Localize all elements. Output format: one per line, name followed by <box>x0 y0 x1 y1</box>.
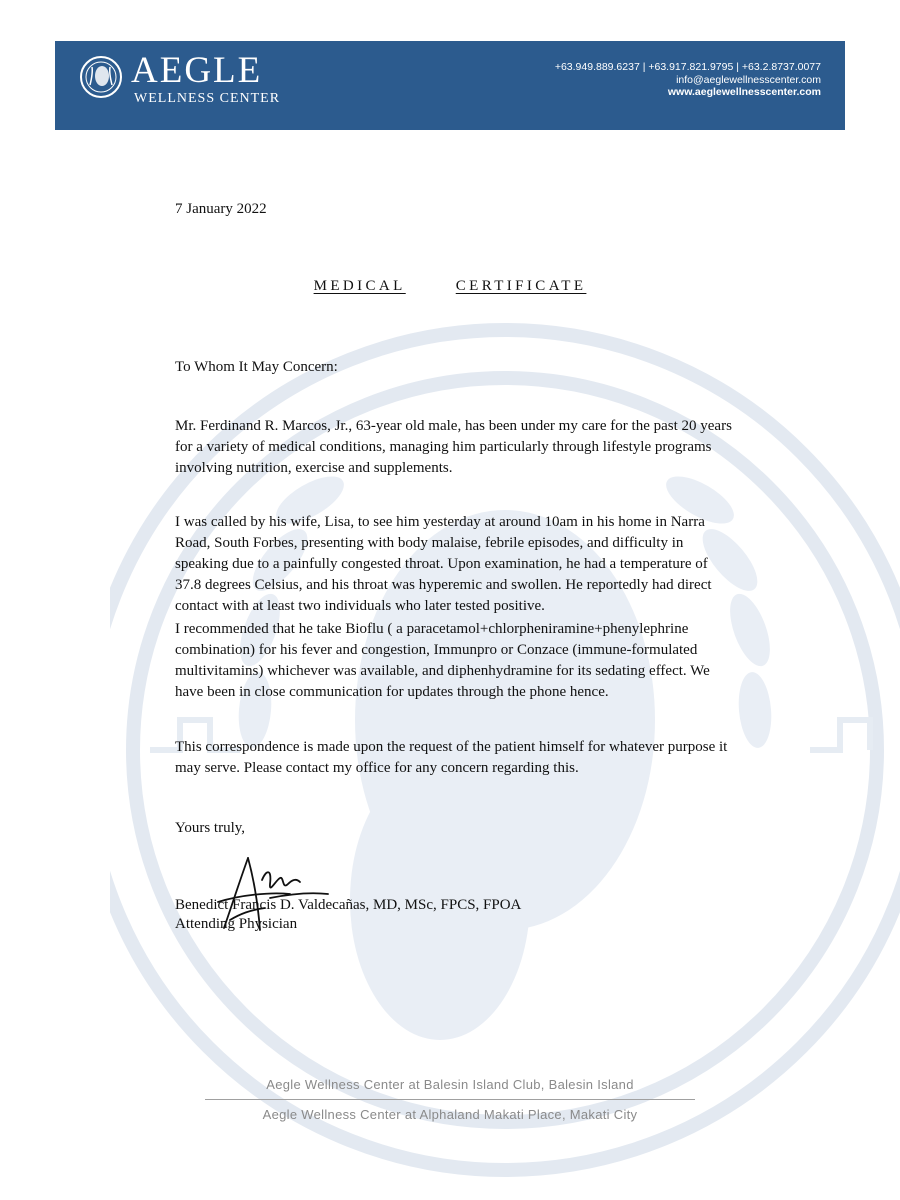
title-word-1: MEDICAL <box>313 278 406 294</box>
contact-block <box>555 61 821 99</box>
footer-location-1: Aegle Wellness Center at Balesin Island Club, Balesin Island <box>266 1077 634 1092</box>
body-paragraph-3: I recommended that he take Bioflu ( a paracetamol+chlorpheniramine+phenylephrine combination) for his fever and congestion, Immunpro or Conzace (immune-formulated multivitamins) whichever was available, and diphenhydramine for its sedating effect. We have been in close communication for updates through the phone hence. <box>175 621 710 700</box>
brand-name: AEGLE <box>131 50 263 91</box>
footer-location-2: Aegle Wellness Center at Alphaland Makati Place, Makati City <box>262 1107 638 1122</box>
document-title <box>0 276 900 297</box>
closing: Yours truly, <box>175 820 246 836</box>
brand-subtitle: WELLNESS CENTER <box>134 91 281 106</box>
letterhead-header <box>55 41 845 130</box>
phone-numbers: +63.949.889.6237 | +63.917.821.9795 | +63.2.8737.0077 <box>554 61 821 73</box>
body-paragraph-2: I was called by his wife, Lisa, to see him yesterday at around 10am in his home in Narra Road, South Forbes, presenting with body malaise, febrile episodes, and difficulty in speaking due to a painfully congested throat. Upon examination, he had a temperature of 37.8 degrees Celsius, and his throat was hyperemic and swollen. He reportedly had direct contact with at least two individuals who later tested positive. <box>175 514 712 614</box>
website-url: www.aeglewellnesscenter.com <box>667 86 821 98</box>
aegle-seal-icon <box>79 55 123 99</box>
signatory-role: Attending Physician <box>175 916 298 932</box>
footer-divider <box>205 1099 695 1100</box>
title-word-2: CERTIFICATE <box>455 278 587 294</box>
body-paragraph-4: This correspondence is made upon the request of the patient himself for whatever purpose it may serve. Please contact my office for any concern regarding this. <box>175 739 728 776</box>
body-paragraph-1: Mr. Ferdinand R. Marcos, Jr., 63-year old male, has been under my care for the past 20 years for a variety of medical conditions, managing him particularly through lifestyle programs involving nutrition, exercise and supplements. <box>175 418 732 476</box>
salutation: To Whom It May Concern: <box>175 359 338 375</box>
letter-date: 7 January 2022 <box>175 201 267 217</box>
signatory-name: Benedict Francis D. Valdecañas, MD, MSc, FPCS, FPOA <box>175 897 522 913</box>
email-address: info@aeglewellnesscenter.com <box>676 73 821 86</box>
